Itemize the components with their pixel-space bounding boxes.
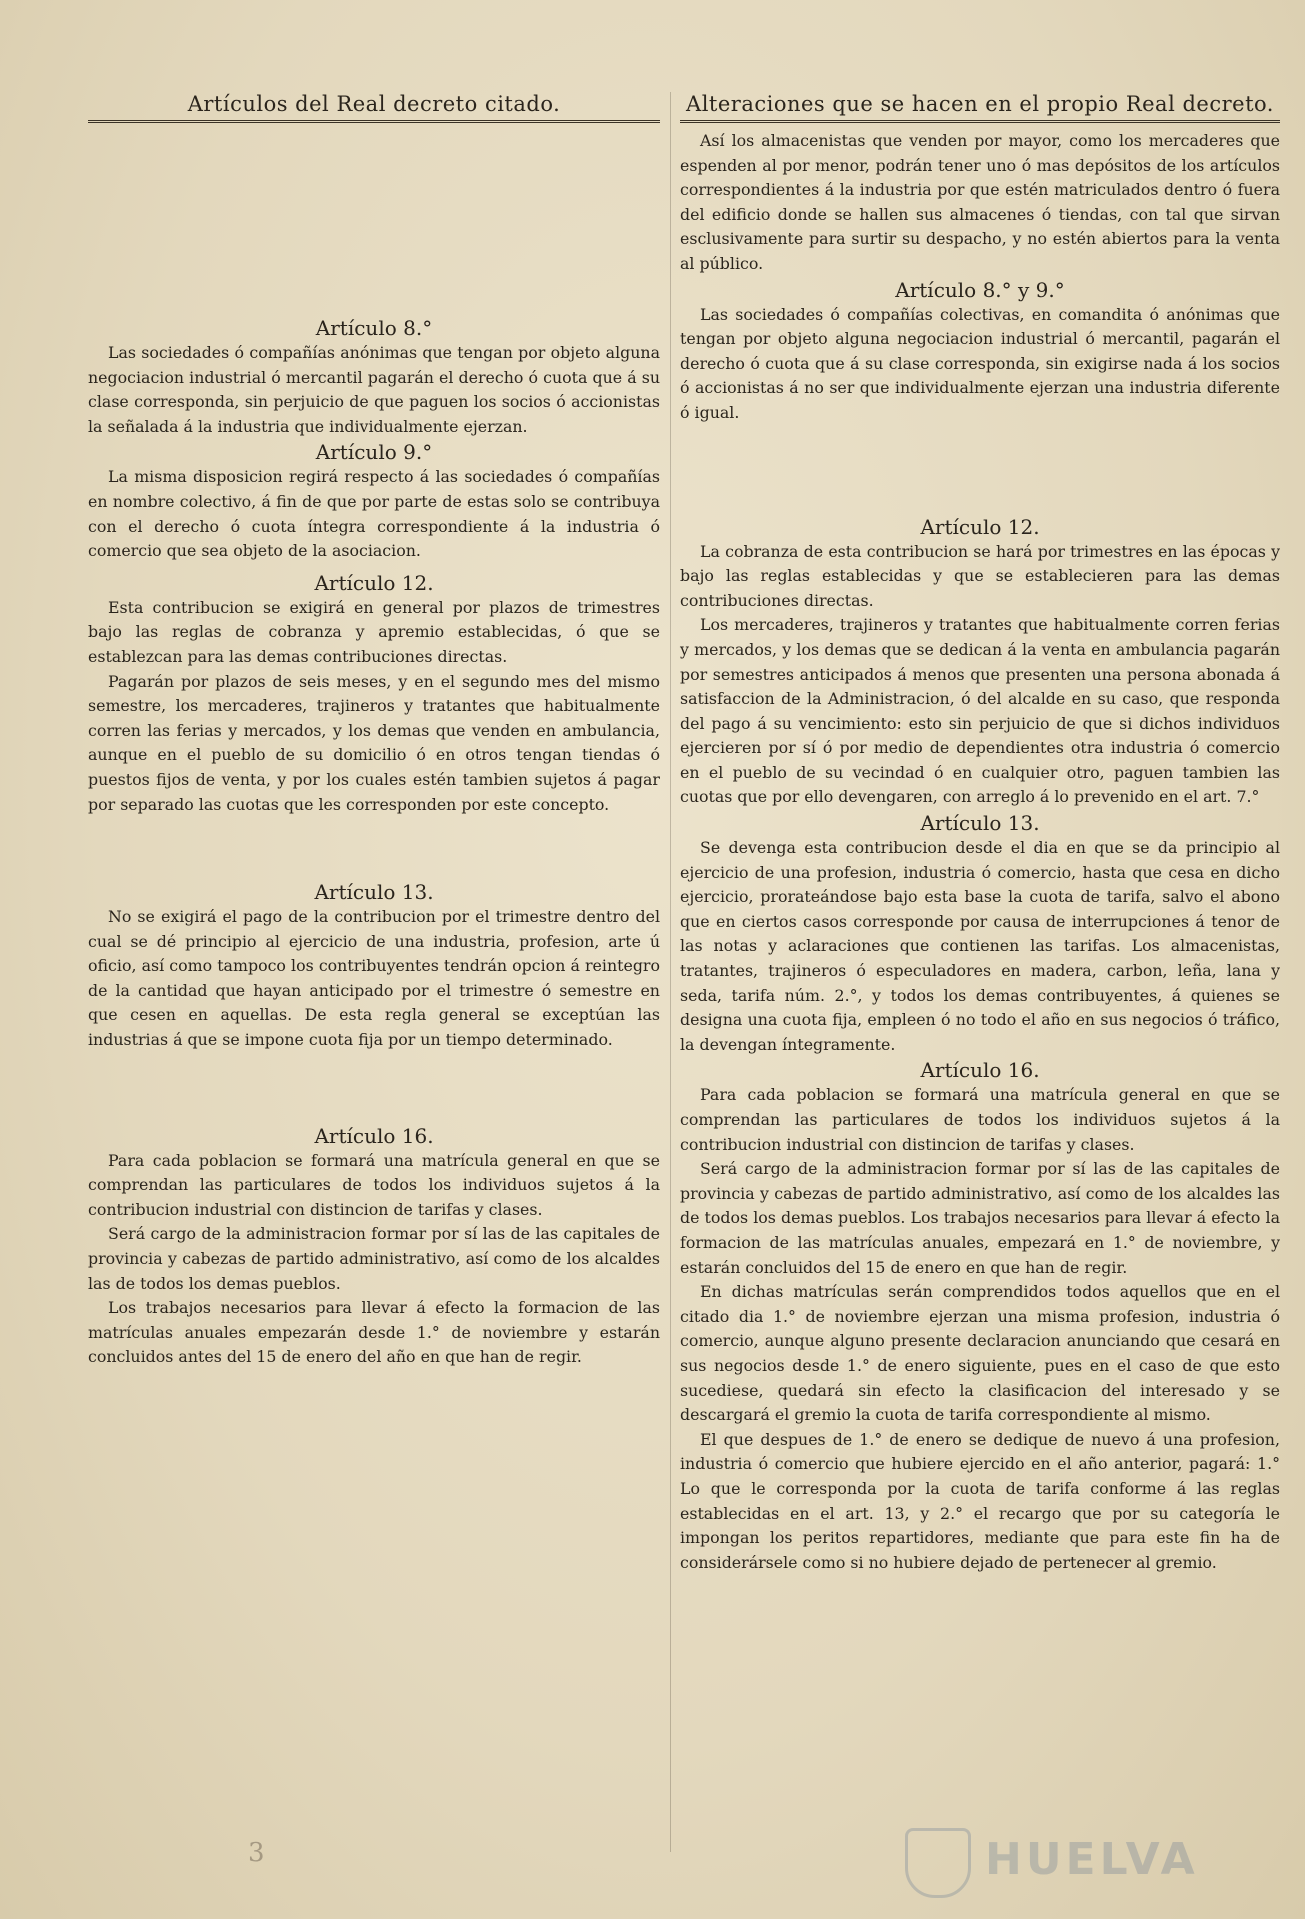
paragraph: El que despues de 1.° de enero se dedique de nuevo á una profesion, industria ó comercio que hubiere ejercido en el año anterior, pagará: 1.° Lo que le corresponda por la cuota de tarifa conforme á las reglas establecidas en el art. 13, y 2.° el recargo que por su categoría le impongan los peritos repartidores, mediante que para este fin ha de considerársele como si no hubiere dejado de pertenecer al gremio.: [680, 1429, 1280, 1572]
left-column: [88, 92, 660, 1370]
paragraph: Para cada poblacion se formará una matrícula general en que se comprendan las particulares de todos los individuos sujetos á la contribucion industrial con distincion de tarifas y clases.: [680, 1085, 1280, 1154]
section-title: Artículo 16.: [314, 1123, 434, 1148]
paragraph: Será cargo de la administracion formar por sí las de las capitales de provincia y cabezas de partido administrativo, así como de los alcaldes las de todos los demas pueblos. Los trabajos necesarios para llevar á efecto la formacion de las matrículas anuales, empezará en 1.° de noviembre, y estarán concluidos del 15 de enero en que han de regir.: [680, 1159, 1280, 1277]
right-section-art12: [680, 514, 1280, 811]
intro-paragraph: Así los almacenistas que venden por mayor, como los mercaderes que espenden al por menor, podrán tener uno ó mas depósitos de los artículos correspondientes á la industria por que estén matriculados dentro ó fuera del edificio donde se hallen sus almacenes ó tiendas, con tal que sirvan esclusivamente para surtir su despacho, y no estén abiertos para la venta al público.: [680, 131, 1280, 273]
paragraph: En dichas matrículas serán comprendidos todos aquellos que en el citado dia 1.° de noviembre ejerzan una misma profesion, industria ó comercio, aunque alguno presente declaracion anunciando que cesará en sus negocios desde 1.° de enero siguiente, pues en el caso de que esto sucediese, quedará sin efecto la clasificacion del interesado y se descargará el gremio la cuota de tarifa correspondiente al mismo.: [680, 1282, 1280, 1425]
section-title: Artículo 12.: [920, 514, 1040, 539]
paragraph: Los mercaderes, trajineros y tratantes que habitualmente corren ferias y mercados, y los demas que se dedican á la venta en ambulancia pagarán por semestres anticipados á menos que presenten una persona abonada á satisfaccion de la Administracion, ó del alcalde en su caso, que responda del pago á su vencimiento: esto sin perjuicio de que si dichos individuos ejercieren por sí ó por medio de dependientes otra industria ó comercio en el pueblo de su vecindad ó en cualquier otro, paguen tambien las cuotas que por ello devengaren, con arreglo á lo prevenido en el art. 7.°: [680, 615, 1280, 807]
section-title: Artículo 13.: [920, 811, 1040, 836]
right-column: [680, 92, 1280, 1575]
right-section-art13: [680, 810, 1280, 1057]
left-section-art13: [88, 879, 660, 1053]
right-section-art8-9: [680, 277, 1280, 426]
seal-icon: [905, 1828, 971, 1898]
left-section-art8: [88, 315, 660, 439]
section-title: Artículo 13.: [314, 880, 434, 905]
paragraph: Se devenga esta contribucion desde el dia en que se da principio al ejercicio de una profesion, industria ó comercio, hasta que cesa en dicho ejercicio, prorateándose bajo esta base la cuota de tarifa, salvo el abono que en ciertos casos corresponde por causa de interrupciones á tenor de las notas y aclaraciones que contienen las tarifas. Los almacenistas, tratantes, trajineros ó especuladores en madera, carbon, leña, lana y seda, tarifa núm. 2.°, y todos los demas contribuyentes, á quienes se designa una cuota fija, empleen ó no todo el año en sus negocios ó tráfico, la devengan íntegramente.: [680, 838, 1280, 1054]
paragraph: Los trabajos necesarios para llevar á efecto la formacion de las matrículas anuales empezarán desde 1.° de noviembre y estarán concluidos antes del 15 de enero del año en que han de regir.: [88, 1298, 660, 1367]
section-title: Artículo 9.°: [315, 440, 433, 465]
paragraph: Pagarán por plazos de seis meses, y en el segundo mes del mismo semestre, los mercaderes, trajineros y tratantes que habitualmente corren las ferias y mercados, y los demas que venden en ambulancia, aunque en el pueblo de su domicilio ó en otros tengan tiendas ó puestos fijos de venta, y por los cuales estén tambien sujetos á pagar por separado las cuotas que les corresponden por este concepto.: [88, 671, 660, 814]
right-section-art16: [680, 1057, 1280, 1575]
paragraph: Las sociedades ó compañías colectivas, en comandita ó anónimas que tengan por objeto alguna negociacion industrial ó mercantil, pagarán el derecho ó cuota que á su clase corresponda, sin exigirse nada á los socios ó accionistas á no ser que individualmente ejerzan una industria diferente ó igual.: [680, 304, 1280, 422]
section-title: Artículo 12.: [314, 570, 434, 595]
section-title: Artículo 16.: [920, 1058, 1040, 1083]
column-divider: [670, 92, 671, 1852]
section-title: Artículo 8.° y 9.°: [895, 277, 1065, 302]
paragraph: La misma disposicion regirá respecto á las sociedades ó compañías en nombre colectivo, á fin de que por parte de estas solo se contribuya con el derecho ó cuota íntegra correspondiente á la industria ó comercio que sea objeto de la asociacion.: [88, 467, 660, 561]
archive-watermark: [905, 1826, 1240, 1896]
left-section-art12: [88, 570, 660, 817]
left-section-art16: [88, 1123, 660, 1370]
paragraph: La cobranza de esta contribucion se hará por trimestres en las épocas y bajo las reglas establecidas y que se establecieren para las demas contribuciones directas.: [680, 541, 1280, 610]
right-column-header: Alteraciones que se hacen en el propio Real decreto.: [680, 92, 1280, 123]
section-title: Artículo 8.°: [315, 316, 433, 340]
paragraph: Será cargo de la administracion formar por sí las de las capitales de provincia y cabezas de partido administrativo, así como de los alcaldes las de todos los demas pueblos.: [88, 1224, 660, 1293]
page-number: 3: [248, 1838, 265, 1868]
left-section-art9: [88, 439, 660, 563]
paragraph: Esta contribucion se exigirá en general por plazos de trimestres bajo las reglas de cobranza y apremio establecidas, ó que se establezcan para las demas contribuciones directas.: [88, 597, 660, 666]
paragraph: No se exigirá el pago de la contribucion por el trimestre dentro del cual se dé principio al ejercicio de una industria, profesion, arte ú oficio, así como tampoco los contribuyentes tendrán opcion á reintegro de la cantidad que hayan anticipado por el trimestre ó semestre en que cesen en aquellas. De esta regla general se exceptúan las industrias á que se impone cuota fija por un tiempo determinado.: [88, 907, 660, 1050]
paragraph: Para cada poblacion se formará una matrícula general en que se comprendan las particulares de todos los individuos sujetos á la contribucion industrial con distincion de tarifas y clases.: [88, 1150, 660, 1219]
paragraph: Las sociedades ó compañías anónimas que tengan por objeto alguna negociacion industrial ó mercantil pagarán el derecho ó cuota que á su clase corresponda, sin perjuicio de que paguen los socios ó accionistas la señalada á la industria que individualmente ejerzan.: [88, 343, 660, 436]
left-column-header: Artículos del Real decreto citado.: [88, 92, 660, 123]
watermark-text: HUELVA: [985, 1834, 1199, 1885]
